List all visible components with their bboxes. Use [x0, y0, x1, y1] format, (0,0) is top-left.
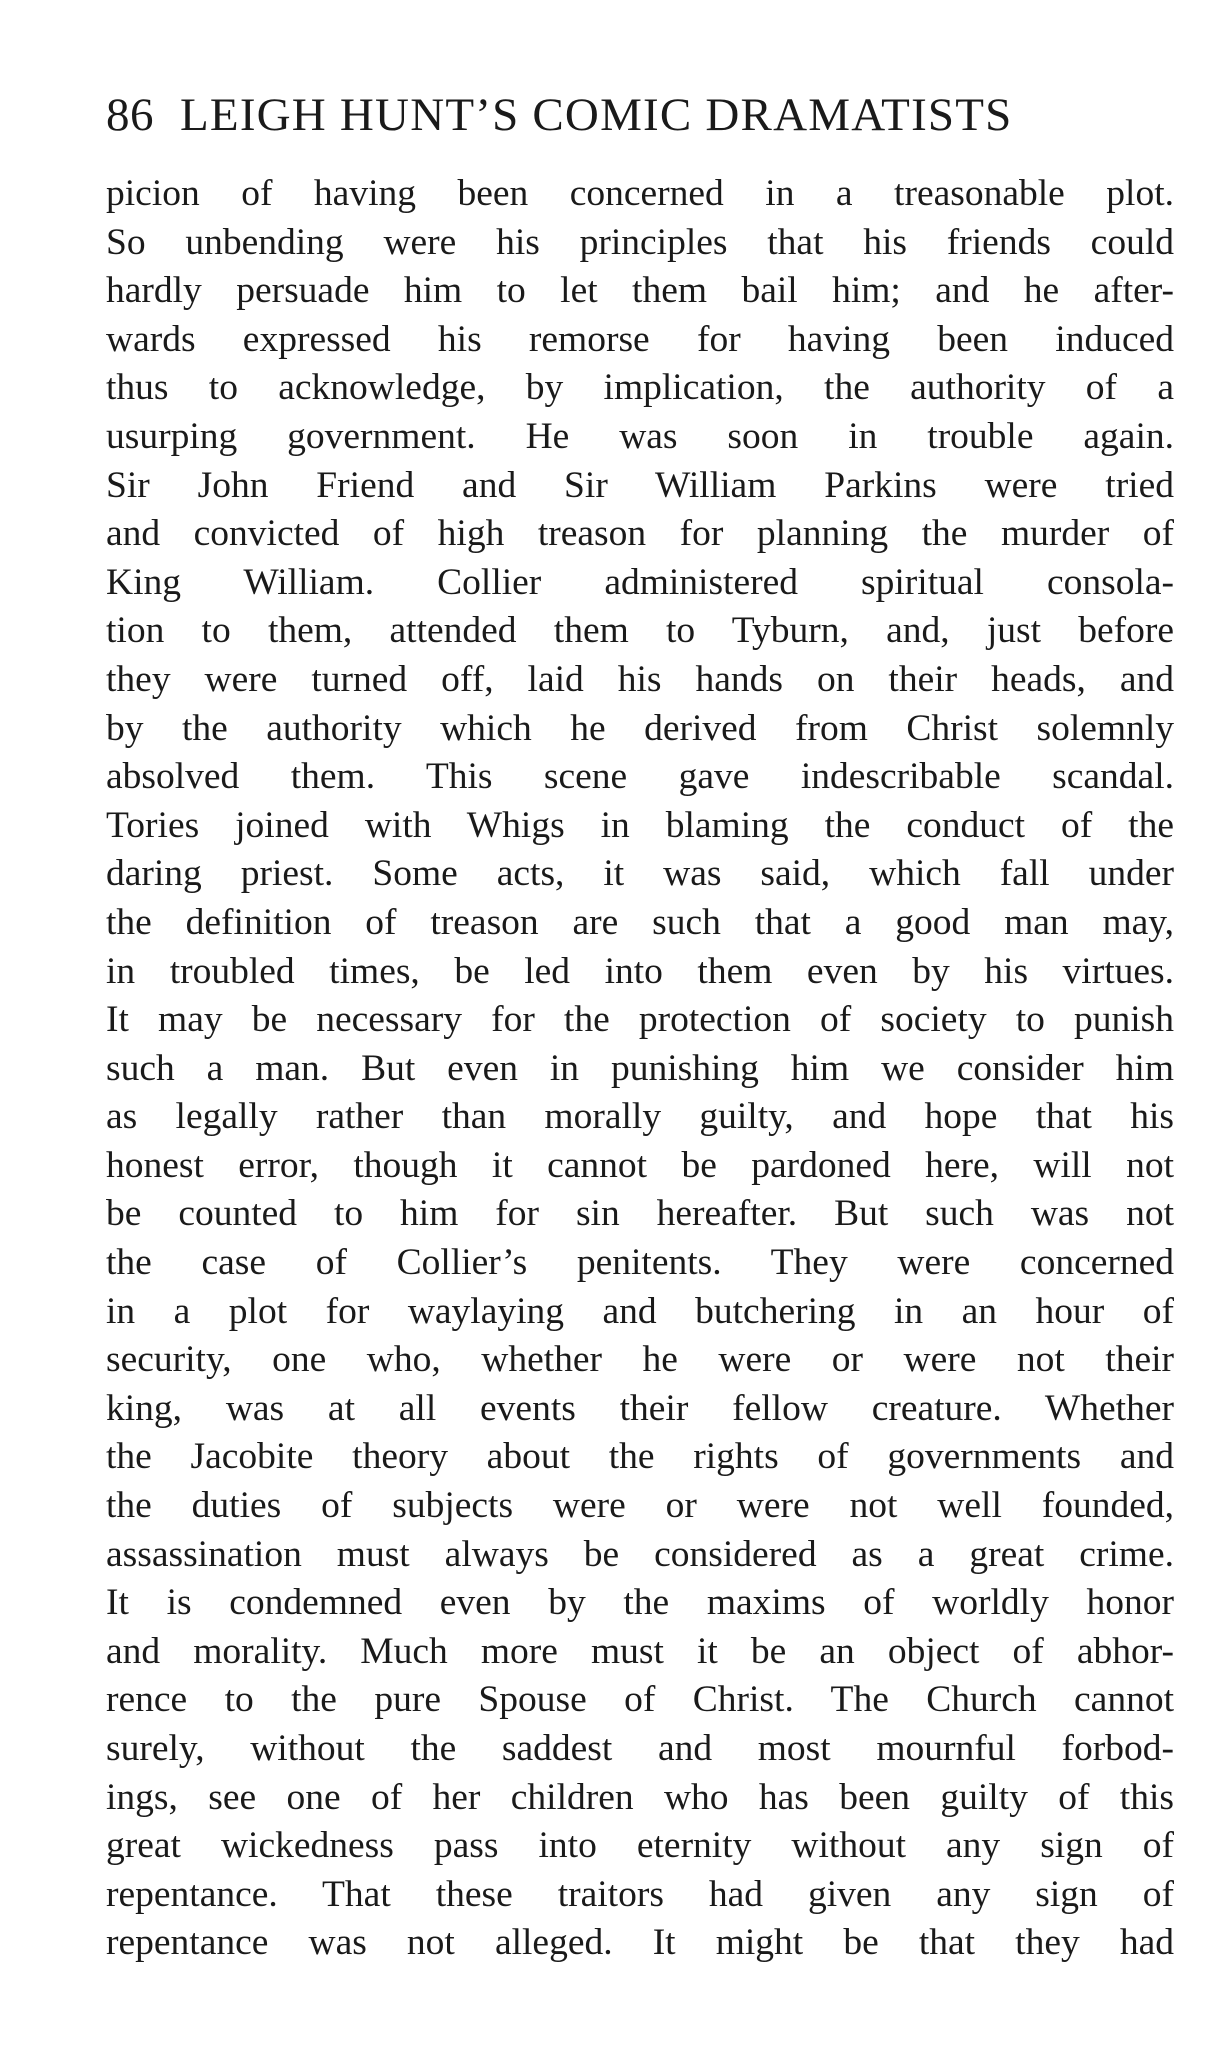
- page-header: [106, 88, 1174, 148]
- text-line: wards expressed his remorse for having been induced: [106, 318, 1174, 360]
- text-line: repentance. That these traitors had given any sign of: [106, 1873, 1174, 1915]
- text-line: tion to them, attended them to Tyburn, and, just before: [106, 610, 1174, 652]
- text-line: the case of Collier’s penitents. They were concerned: [106, 1242, 1174, 1284]
- text-line: ings, see one of her children who has been guilty of this: [106, 1776, 1174, 1818]
- text-line: such a man. But even in punishing him we consider him: [106, 1047, 1174, 1089]
- text-line: and morality. Much more must it be an object of abhor-: [106, 1630, 1174, 1672]
- text-line: Sir John Friend and Sir William Parkins were tried: [106, 464, 1174, 506]
- text-line: by the authority which he derived from Christ solemnly: [106, 707, 1174, 749]
- text-line: King William. Collier administered spiritual consola-: [106, 561, 1174, 603]
- text-line: thus to acknowledge, by implication, the authority of a: [106, 367, 1174, 409]
- body-text: [106, 170, 1174, 1968]
- text-line: great wickedness pass into eternity without any sign of: [106, 1825, 1174, 1867]
- text-line: Tories joined with Whigs in blaming the conduct of the: [106, 804, 1174, 846]
- text-line: king, was at all events their fellow creature. Whether: [106, 1387, 1174, 1429]
- text-line: repentance was not alleged. It might be that they had: [106, 1922, 1174, 1964]
- text-line: assassination must always be considered as a great crime.: [106, 1533, 1174, 1575]
- text-line: be counted to him for sin hereafter. But such was not: [106, 1193, 1174, 1235]
- text-line: as legally rather than morally guilty, and hope that his: [106, 1096, 1174, 1138]
- text-line: and convicted of high treason for planning the murder of: [106, 513, 1174, 555]
- text-line: the Jacobite theory about the rights of governments and: [106, 1436, 1174, 1478]
- text-line: hardly persuade him to let them bail him; and he after-: [106, 270, 1174, 312]
- text-line: So unbending were his principles that his friends could: [106, 221, 1174, 263]
- text-line: surely, without the saddest and most mournful forbod-: [106, 1728, 1174, 1769]
- text-line: in a plot for waylaying and butchering in an hour of: [106, 1290, 1174, 1332]
- text-line: rence to the pure Spouse of Christ. The Church cannot: [106, 1679, 1174, 1721]
- text-line: security, one who, whether he were or were not their: [106, 1339, 1174, 1381]
- text-line: It may be necessary for the protection of society to punish: [106, 999, 1174, 1041]
- text-line: in troubled times, be led into them even by his virtues.: [106, 950, 1174, 992]
- text-line: daring priest. Some acts, it was said, which fall under: [106, 853, 1174, 895]
- text-line: absolved them. This scene gave indescribable scandal.: [106, 756, 1174, 798]
- text-line: usurping government. He was soon in trouble again.: [106, 415, 1174, 457]
- text-line: they were turned off, laid his hands on their heads, and: [106, 658, 1174, 700]
- text-line: picion of having been concerned in a treasonable plot.: [106, 173, 1174, 214]
- page-number: 86: [106, 89, 154, 141]
- text-line: It is condemned even by the maxims of worldly honor: [106, 1582, 1174, 1624]
- running-title: LEIGH HUNT’S COMIC DRAMATISTS: [180, 89, 1013, 141]
- text-line: honest error, though it cannot be pardoned here, will not: [106, 1144, 1174, 1186]
- text-line: the definition of treason are such that a good man may,: [106, 901, 1174, 943]
- text-line: the duties of subjects were or were not well founded,: [106, 1485, 1174, 1527]
